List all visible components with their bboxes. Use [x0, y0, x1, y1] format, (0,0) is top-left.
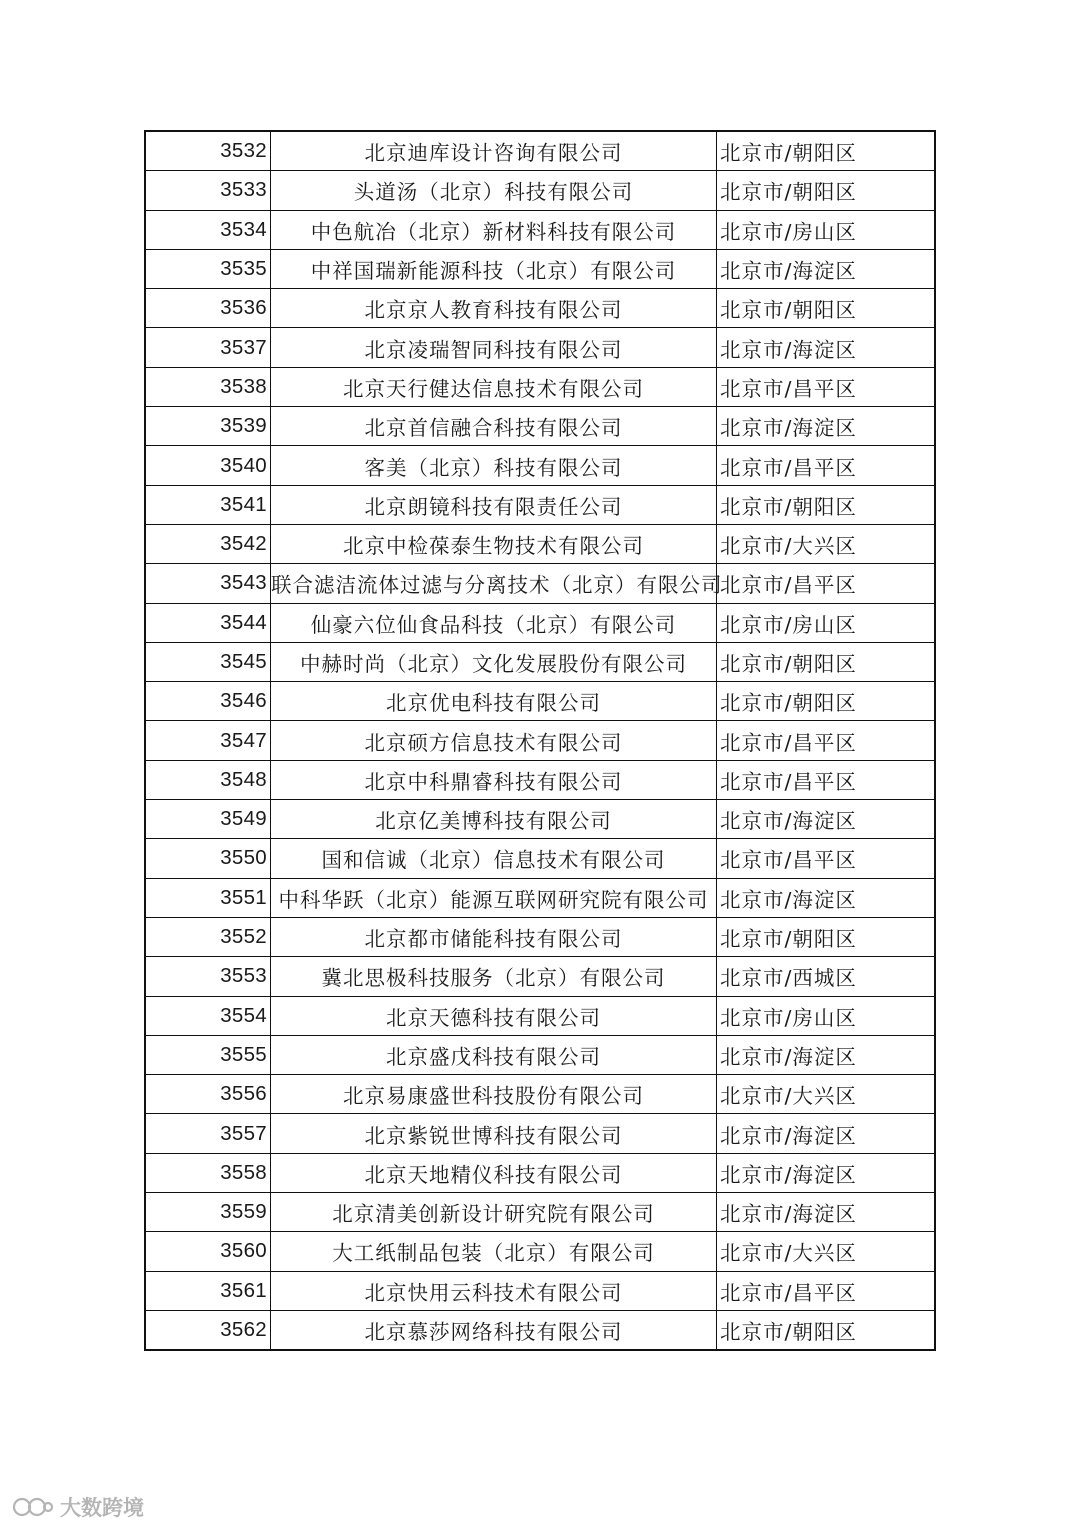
table-row [145, 603, 935, 642]
company-name-cell: 北京快用云科技术有限公司 [271, 1271, 717, 1310]
location-cell: 北京市/海淀区 [717, 249, 936, 288]
table-row [145, 1035, 935, 1074]
company-name-cell: 国和信诚（北京）信息技术有限公司 [271, 839, 717, 878]
row-number-cell: 3546 [145, 682, 271, 721]
table-row [145, 878, 935, 917]
company-name-cell: 头道汤（北京）科技有限公司 [271, 171, 717, 210]
row-number-cell: 3557 [145, 1114, 271, 1153]
company-name-cell: 北京易康盛世科技股份有限公司 [271, 1075, 717, 1114]
row-number-cell: 3559 [145, 1193, 271, 1232]
company-name-cell: 北京慕莎网络科技有限公司 [271, 1310, 717, 1350]
location-cell: 北京市/大兴区 [717, 524, 936, 563]
location-cell: 北京市/大兴区 [717, 1232, 936, 1271]
company-name-cell: 联合滤洁流体过滤与分离技术（北京）有限公司 [271, 564, 717, 603]
table-row [145, 800, 935, 839]
company-name-cell: 北京都市储能科技有限公司 [271, 917, 717, 956]
table-row [145, 996, 935, 1035]
row-number-cell: 3533 [145, 171, 271, 210]
row-number-cell: 3556 [145, 1075, 271, 1114]
location-cell: 北京市/西城区 [717, 957, 936, 996]
table-row [145, 1075, 935, 1114]
location-cell: 北京市/昌平区 [717, 367, 936, 406]
location-cell: 北京市/朝阳区 [717, 131, 936, 171]
location-cell: 北京市/昌平区 [717, 721, 936, 760]
location-cell: 北京市/海淀区 [717, 328, 936, 367]
company-name-cell: 客美（北京）科技有限公司 [271, 446, 717, 485]
table-row [145, 1232, 935, 1271]
table-row [145, 1114, 935, 1153]
location-cell: 北京市/朝阳区 [717, 171, 936, 210]
location-cell: 北京市/昌平区 [717, 760, 936, 799]
watermark [12, 1492, 144, 1522]
table-row [145, 524, 935, 563]
company-name-cell: 北京天地精仪科技有限公司 [271, 1153, 717, 1192]
row-number-cell: 3534 [145, 210, 271, 249]
company-name-cell: 北京亿美博科技有限公司 [271, 800, 717, 839]
table-row [145, 564, 935, 603]
row-number-cell: 3536 [145, 289, 271, 328]
row-number-cell: 3544 [145, 603, 271, 642]
row-number-cell: 3550 [145, 839, 271, 878]
row-number-cell: 3541 [145, 485, 271, 524]
table-row [145, 917, 935, 956]
row-number-cell: 3542 [145, 524, 271, 563]
table-row [145, 171, 935, 210]
table-row [145, 328, 935, 367]
location-cell: 北京市/海淀区 [717, 1193, 936, 1232]
company-name-cell: 中祥国瑞新能源科技（北京）有限公司 [271, 249, 717, 288]
company-name-cell: 北京中科鼎睿科技有限公司 [271, 760, 717, 799]
table-row [145, 1193, 935, 1232]
location-cell: 北京市/朝阳区 [717, 682, 936, 721]
company-name-cell: 中色航冶（北京）新材料科技有限公司 [271, 210, 717, 249]
location-cell: 北京市/海淀区 [717, 407, 936, 446]
table-row [145, 839, 935, 878]
table-body [145, 131, 935, 1350]
location-cell: 北京市/海淀区 [717, 1114, 936, 1153]
table-row [145, 957, 935, 996]
company-name-cell: 北京紫锐世博科技有限公司 [271, 1114, 717, 1153]
row-number-cell: 3562 [145, 1310, 271, 1350]
row-number-cell: 3547 [145, 721, 271, 760]
company-name-cell: 大工纸制品包装（北京）有限公司 [271, 1232, 717, 1271]
table-row [145, 289, 935, 328]
location-cell: 北京市/海淀区 [717, 878, 936, 917]
row-number-cell: 3538 [145, 367, 271, 406]
company-name-cell: 北京凌瑞智同科技有限公司 [271, 328, 717, 367]
row-number-cell: 3537 [145, 328, 271, 367]
table-row [145, 642, 935, 681]
table-row [145, 131, 935, 171]
company-name-cell: 北京清美创新设计研究院有限公司 [271, 1193, 717, 1232]
company-name-cell: 北京天德科技有限公司 [271, 996, 717, 1035]
row-number-cell: 3560 [145, 1232, 271, 1271]
location-cell: 北京市/朝阳区 [717, 1310, 936, 1350]
table-row [145, 367, 935, 406]
location-cell: 北京市/朝阳区 [717, 642, 936, 681]
row-number-cell: 3548 [145, 760, 271, 799]
location-cell: 北京市/房山区 [717, 603, 936, 642]
location-cell: 北京市/朝阳区 [717, 289, 936, 328]
company-name-cell: 北京中检葆泰生物技术有限公司 [271, 524, 717, 563]
company-name-cell: 中科华跃（北京）能源互联网研究院有限公司 [271, 878, 717, 917]
company-name-cell: 北京首信融合科技有限公司 [271, 407, 717, 446]
company-name-cell: 北京天行健达信息技术有限公司 [271, 367, 717, 406]
company-name-cell: 仙豪六位仙食品科技（北京）有限公司 [271, 603, 717, 642]
table-row [145, 1153, 935, 1192]
company-name-cell: 北京迪库设计咨询有限公司 [271, 131, 717, 171]
table-row [145, 249, 935, 288]
company-name-cell: 中赫时尚（北京）文化发展股份有限公司 [271, 642, 717, 681]
row-number-cell: 3551 [145, 878, 271, 917]
location-cell: 北京市/朝阳区 [717, 485, 936, 524]
row-number-cell: 3545 [145, 642, 271, 681]
row-number-cell: 3561 [145, 1271, 271, 1310]
row-number-cell: 3539 [145, 407, 271, 446]
company-name-cell: 北京优电科技有限公司 [271, 682, 717, 721]
table-row [145, 1310, 935, 1350]
row-number-cell: 3540 [145, 446, 271, 485]
company-name-cell: 冀北思极科技服务（北京）有限公司 [271, 957, 717, 996]
table-row [145, 721, 935, 760]
row-number-cell: 3554 [145, 996, 271, 1035]
company-name-cell: 北京硕方信息技术有限公司 [271, 721, 717, 760]
row-number-cell: 3552 [145, 917, 271, 956]
company-name-cell: 北京京人教育科技有限公司 [271, 289, 717, 328]
table-row [145, 1271, 935, 1310]
location-cell: 北京市/朝阳区 [717, 917, 936, 956]
company-name-cell: 北京朗镜科技有限责任公司 [271, 485, 717, 524]
row-number-cell: 3532 [145, 131, 271, 171]
table-row [145, 446, 935, 485]
location-cell: 北京市/房山区 [717, 210, 936, 249]
table-row [145, 760, 935, 799]
location-cell: 北京市/昌平区 [717, 446, 936, 485]
location-cell: 北京市/海淀区 [717, 800, 936, 839]
row-number-cell: 3553 [145, 957, 271, 996]
row-number-cell: 3555 [145, 1035, 271, 1074]
location-cell: 北京市/海淀区 [717, 1035, 936, 1074]
location-cell: 北京市/海淀区 [717, 1153, 936, 1192]
table-row [145, 682, 935, 721]
company-name-cell: 北京盛戊科技有限公司 [271, 1035, 717, 1074]
table-row [145, 407, 935, 446]
location-cell: 北京市/昌平区 [717, 839, 936, 878]
watermark-text: 大数跨境 [60, 1496, 144, 1520]
location-cell: 北京市/大兴区 [717, 1075, 936, 1114]
row-number-cell: 3549 [145, 800, 271, 839]
table-row [145, 485, 935, 524]
row-number-cell: 3543 [145, 564, 271, 603]
company-list-table [144, 130, 936, 1351]
table-row [145, 210, 935, 249]
location-cell: 北京市/昌平区 [717, 1271, 936, 1310]
brand-logo-icon [12, 1494, 54, 1520]
row-number-cell: 3558 [145, 1153, 271, 1192]
location-cell: 北京市/昌平区 [717, 564, 936, 603]
row-number-cell: 3535 [145, 249, 271, 288]
location-cell: 北京市/房山区 [717, 996, 936, 1035]
